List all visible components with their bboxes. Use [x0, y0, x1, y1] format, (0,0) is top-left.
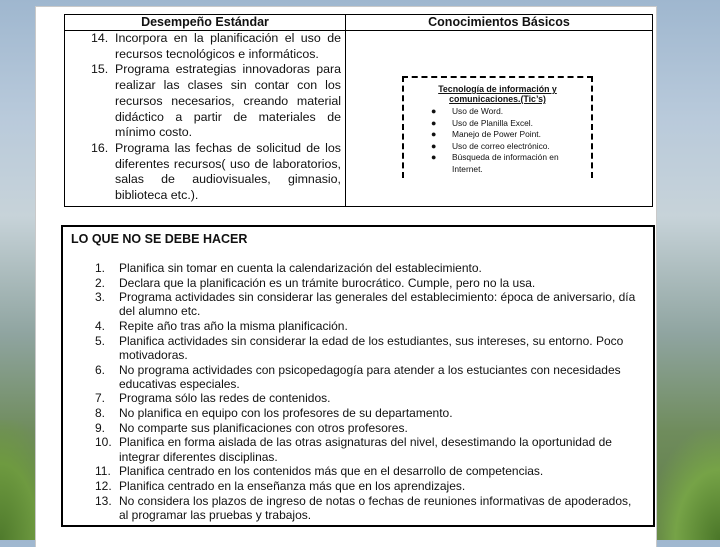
list-item: ● Uso de Word.	[431, 106, 504, 116]
list-item: ● Uso de correo electrónico.	[431, 140, 550, 151]
list-item: 15. Programa estrategias innovadoras para realizar las clases sin contar con los recursos necesarios, creando material didáctico a partir de materiales de mínimo costo.	[91, 62, 341, 140]
list-item: 6. No programa actividades con psicopedagogía para atender a los estuciantes con necesidades educativas especiales.	[95, 362, 621, 391]
list-item: 9. No comparte sus planificaciones con otros profesores.	[95, 420, 408, 435]
list-item: 4. Repite año tras año la misma planificación.	[95, 319, 348, 334]
what-not-to-do-box	[61, 225, 655, 527]
document-page	[36, 7, 656, 547]
table-header-row	[65, 15, 652, 31]
what-not-to-do-list	[63, 261, 643, 522]
background-landscape-right	[650, 430, 720, 540]
bullet-icon: ●	[431, 117, 437, 128]
header-conocimientos-basicos: Conocimientos Básicos	[428, 15, 570, 29]
list-item: 12. Planifica centrado en la enseñanza más que en los aprendizajes.	[95, 478, 466, 493]
list-item: ● Manejo de Power Point.	[431, 129, 541, 140]
list-item: 11. Planifica centrado en los contenidos más que en el desarrollo de competencias.	[95, 464, 544, 479]
list-item: 10. Planifica en forma aislada de las otras asignaturas del nivel, desestimando la oportunidad de integrar diferentes disciplinas.	[95, 435, 612, 464]
bullet-icon: ●	[431, 140, 437, 151]
header-desempeno-estandar: Desempeño Estándar	[141, 15, 269, 29]
list-item: 13. No considera los plazos de ingreso de notas o fechas de reuniones informativas de apoderados, al programar las pruebas y trabajos.	[95, 493, 632, 522]
tic-list	[404, 106, 591, 176]
list-item: 8. No planifica en equipo con los profesores de su departamento.	[95, 406, 453, 421]
list-item: ● Uso de Planilla Excel.	[431, 117, 533, 128]
list-item: 3. Programa actividades sin considerar las generales del establecimiento: época de aniversario, día del alumno etc.	[95, 290, 636, 319]
list-item: 7. Programa sólo las redes de contenidos.	[95, 391, 331, 406]
list-item: 1. Planifica sin tomar en cuenta la calendarización del establecimiento.	[95, 261, 482, 275]
tic-knowledge-box	[402, 76, 593, 178]
list-item: 2. Declara que la planificación es un trámite burocrático. Cumple, pero no la usa.	[95, 275, 536, 290]
section-title: LO QUE NO SE DEBE HACER	[71, 232, 248, 246]
list-item: 5. Planifica actividades sin considerar la edad de los estudiantes, sus intereses, su entorno. Poco motivadoras.	[95, 333, 624, 362]
column-divider	[345, 15, 346, 206]
standards-list	[65, 31, 345, 204]
bullet-icon: ●	[431, 129, 437, 140]
list-item: ● Búsqueda de información en Internet.	[431, 152, 559, 174]
tic-box-title: Tecnología de información y comunicaciones.(Tic’s)	[438, 84, 557, 104]
bullet-icon: ●	[431, 106, 437, 116]
list-item: 14. Incorpora en la planificación el uso de recursos tecnológicos e informáticos.	[91, 31, 341, 61]
standards-table	[64, 14, 653, 207]
bullet-icon: ●	[431, 152, 437, 163]
list-item: 16. Programa las fechas de solicitud de los diferentes recursos( uso de laboratorios, salas de audiovisuales, gimnasio, biblioteca etc.).	[91, 140, 341, 203]
